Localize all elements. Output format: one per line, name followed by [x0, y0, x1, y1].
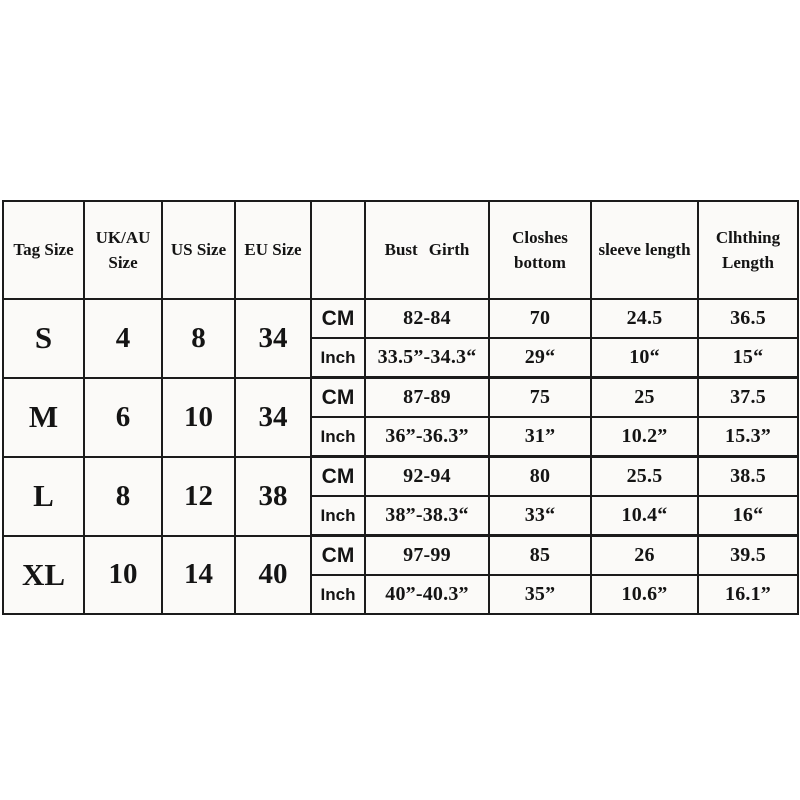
- sleeve-inch-cell: 10.4“: [591, 496, 698, 536]
- ukau-value-cell: 10: [84, 536, 162, 615]
- row-xl-cm: [3, 536, 798, 576]
- bottom-inch-cell: 29“: [489, 338, 591, 378]
- length-cm-cell: 38.5: [698, 457, 798, 497]
- header-unit: [311, 201, 365, 299]
- us-value-cell: 8: [162, 299, 235, 378]
- header-clothes-bottom: Closhes bottom: [489, 201, 591, 299]
- eu-value-cell: 40: [235, 536, 311, 615]
- eu-value-cell: 34: [235, 378, 311, 457]
- unit-inch-cell: Inch: [311, 338, 365, 378]
- us-value-cell: 14: [162, 536, 235, 615]
- sleeve-cm-cell: 25: [591, 378, 698, 418]
- unit-cm-cell: CM: [311, 536, 365, 576]
- unit-cm-cell: CM: [311, 457, 365, 497]
- header-clothing-length: Clhthing Length: [698, 201, 798, 299]
- unit-inch-cell: Inch: [311, 496, 365, 536]
- header-tag-size: Tag Size: [3, 201, 84, 299]
- eu-value-cell: 34: [235, 299, 311, 378]
- bust-cm-cell: 82-84: [365, 299, 489, 338]
- unit-cm-cell: CM: [311, 299, 365, 338]
- bust-cm-cell: 87-89: [365, 378, 489, 418]
- unit-inch-cell: Inch: [311, 575, 365, 614]
- header-ukau-size: UK/AU Size: [84, 201, 162, 299]
- bust-inch-cell: 36”-36.3”: [365, 417, 489, 457]
- ukau-value-cell: 8: [84, 457, 162, 536]
- size-tag-cell: XL: [3, 536, 84, 615]
- bottom-inch-cell: 33“: [489, 496, 591, 536]
- unit-cm-cell: CM: [311, 378, 365, 418]
- bottom-cm-cell: 85: [489, 536, 591, 576]
- bust-inch-cell: 38”-38.3“: [365, 496, 489, 536]
- us-value-cell: 12: [162, 457, 235, 536]
- size-tag-cell: M: [3, 378, 84, 457]
- sleeve-inch-cell: 10.2”: [591, 417, 698, 457]
- bust-inch-cell: 40”-40.3”: [365, 575, 489, 614]
- length-cm-cell: 37.5: [698, 378, 798, 418]
- bottom-inch-cell: 35”: [489, 575, 591, 614]
- row-m-cm: [3, 378, 798, 418]
- bottom-cm-cell: 80: [489, 457, 591, 497]
- ukau-value-cell: 4: [84, 299, 162, 378]
- header-bust-girth: Bust Girth: [365, 201, 489, 299]
- length-inch-cell: 15“: [698, 338, 798, 378]
- length-cm-cell: 36.5: [698, 299, 798, 338]
- size-chart-table: [2, 200, 799, 615]
- ukau-value-cell: 6: [84, 378, 162, 457]
- sleeve-inch-cell: 10.6”: [591, 575, 698, 614]
- header-sleeve-length: sleeve length: [591, 201, 698, 299]
- length-inch-cell: 16.1”: [698, 575, 798, 614]
- length-cm-cell: 39.5: [698, 536, 798, 576]
- bust-cm-cell: 92-94: [365, 457, 489, 497]
- size-tag-cell: L: [3, 457, 84, 536]
- row-s-cm: [3, 299, 798, 338]
- length-inch-cell: 16“: [698, 496, 798, 536]
- bottom-cm-cell: 70: [489, 299, 591, 338]
- row-l-cm: [3, 457, 798, 497]
- bust-cm-cell: 97-99: [365, 536, 489, 576]
- unit-inch-cell: Inch: [311, 417, 365, 457]
- header-row: [3, 201, 798, 299]
- size-tag-cell: S: [3, 299, 84, 378]
- us-value-cell: 10: [162, 378, 235, 457]
- sleeve-inch-cell: 10“: [591, 338, 698, 378]
- sleeve-cm-cell: 25.5: [591, 457, 698, 497]
- bottom-inch-cell: 31”: [489, 417, 591, 457]
- bottom-cm-cell: 75: [489, 378, 591, 418]
- header-us-size: US Size: [162, 201, 235, 299]
- sleeve-cm-cell: 26: [591, 536, 698, 576]
- header-eu-size: EU Size: [235, 201, 311, 299]
- sleeve-cm-cell: 24.5: [591, 299, 698, 338]
- bust-inch-cell: 33.5”-34.3“: [365, 338, 489, 378]
- eu-value-cell: 38: [235, 457, 311, 536]
- length-inch-cell: 15.3”: [698, 417, 798, 457]
